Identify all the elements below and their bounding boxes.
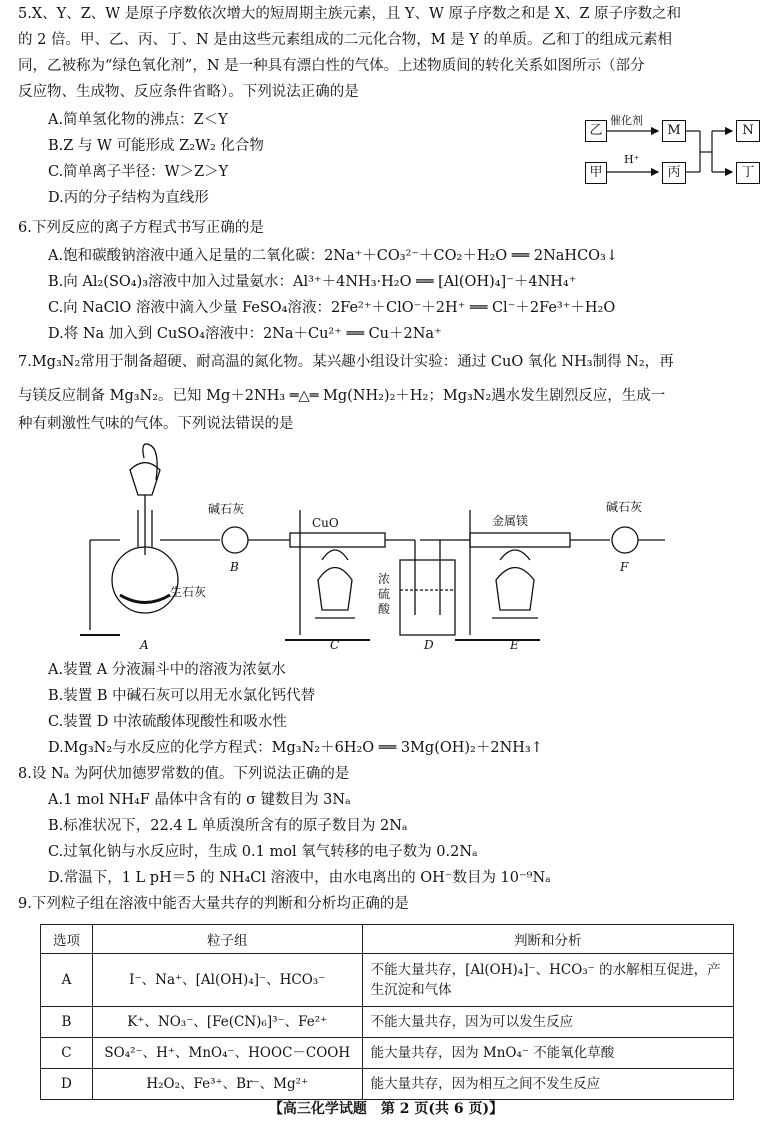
q5-line-4: 反应物、生成物、反应条件省略）。下列说法正确的是 bbox=[18, 84, 359, 100]
apparatus-diagram bbox=[60, 440, 680, 655]
q5-option-c: C.简单离子半径：W＞Z＞Y bbox=[48, 164, 229, 180]
q8-option-c: C.过氧化钠与水反应时，生成 0.1 mol 氧气转移的电子数为 0.2Nₐ bbox=[48, 844, 478, 860]
node-bing: 丙 bbox=[662, 162, 686, 184]
table-header-row bbox=[41, 925, 734, 954]
row-analysis: 能大量共存，因为 MnO₄⁻ 不能氧化草酸 bbox=[362, 1038, 733, 1069]
cuo-label: CuO bbox=[312, 516, 339, 530]
q7-option-a: A.装置 A 分液漏斗中的溶液为浓氨水 bbox=[48, 662, 286, 678]
letter-f: F bbox=[620, 560, 629, 574]
letter-d: D bbox=[424, 638, 434, 652]
q5-line-3: 同，乙被称为“绿色氧化剂”，N 是一种具有漂白性的气体。上述物质间的转化关系如图所示（部分 bbox=[18, 58, 645, 74]
q5-option-b: B.Z 与 W 可能形成 Z₂W₂ 化合物 bbox=[48, 138, 264, 154]
conversion-diagram bbox=[582, 112, 762, 192]
row-option: D bbox=[41, 1069, 93, 1100]
q6-option-d: D.将 Na 加入到 CuSO₄溶液中：2Na＋Cu²⁺ ══ Cu＋2Na⁺ bbox=[48, 326, 442, 342]
letter-a: A bbox=[140, 638, 149, 652]
conc-acid-label: 浓硫酸 bbox=[378, 572, 391, 616]
apparatus-drawing bbox=[60, 440, 680, 655]
node-yi: 乙 bbox=[585, 120, 607, 142]
row-particles: SO₄²⁻、H⁺、MnO₄⁻、HOOC－COOH bbox=[92, 1038, 362, 1069]
q6-option-c: C.向 NaClO 溶液中滴入少量 FeSO₄溶液：2Fe²⁺＋ClO⁻＋2H⁺ ══ Cl⁻＋2Fe³⁺＋H₂O bbox=[48, 300, 616, 316]
soda-lime-label-f: 碱石灰 bbox=[606, 500, 643, 514]
q8-option-b: B.标准状况下，22.4 L 单质溴所含有的原子数目为 2Nₐ bbox=[48, 818, 408, 834]
header-particles: 粒子组 bbox=[92, 925, 362, 954]
table-row bbox=[41, 1007, 734, 1038]
letter-b: B bbox=[230, 560, 239, 574]
q5-option-a: A.简单氢化物的沸点：Z＜Y bbox=[48, 112, 228, 128]
q6-stem: 6.下列反应的离子方程式书写正确的是 bbox=[18, 220, 264, 236]
row-particles: K⁺、NO₃⁻、[Fe(CN)₆]³⁻、Fe²⁺ bbox=[92, 1007, 362, 1038]
q9-stem: 9.下列粒子组在溶液中能否大量共存的判断和分析均正确的是 bbox=[18, 896, 409, 912]
node-jia: 甲 bbox=[585, 162, 607, 184]
catalyst-label: 催化剂 bbox=[610, 114, 643, 127]
q7-line-2: 与镁反应制备 Mg₃N₂。已知 Mg＋2NH₃ ═△═ Mg(NH₂)₂＋H₂；Mg₃N₂遇水发生剧烈反应，生成一 bbox=[18, 388, 666, 404]
row-option: B bbox=[41, 1007, 93, 1038]
mg-metal-label: 金属镁 bbox=[492, 514, 529, 528]
q6-option-a: A.饱和碳酸钠溶液中通入足量的二氧化碳：2Na⁺＋CO₃²⁻＋CO₂＋H₂O ══ 2NaHCO₃↓ bbox=[48, 248, 619, 264]
node-m: M bbox=[662, 120, 686, 142]
q7-option-b: B.装置 B 中碱石灰可以用无水氯化钙代替 bbox=[48, 688, 316, 704]
node-ding: 丁 bbox=[736, 162, 760, 184]
hplus-label: H⁺ bbox=[624, 153, 640, 166]
q6-option-b: B.向 Al₂(SO₄)₃溶液中加入过量氨水：Al³⁺＋4NH₃·H₂O ══ [Al(OH)₄]⁻＋4NH₄⁺ bbox=[48, 274, 577, 290]
q8-stem: 8.设 Nₐ 为阿伏加德罗常数的值。下列说法正确的是 bbox=[18, 766, 350, 782]
header-option: 选项 bbox=[41, 925, 93, 954]
q7-line-1: 7.Mg₃N₂常用于制备超硬、耐高温的氮化物。某兴趣小组设计实验：通过 CuO 氧化 NH₃制得 N₂，再 bbox=[18, 354, 674, 370]
q7-line-3: 种有刺激性气味的气体。下列说法错误的是 bbox=[18, 416, 294, 432]
q7-option-d: D.Mg₃N₂与水反应的化学方程式：Mg₃N₂＋6H₂O ══ 3Mg(OH)₂＋2NH₃↑ bbox=[48, 740, 543, 756]
row-option: A bbox=[41, 954, 93, 1007]
letter-c: C bbox=[330, 638, 340, 652]
q7-option-c: C.装置 D 中浓硫酸体现酸性和吸水性 bbox=[48, 714, 288, 730]
soda-lime-label-b: 碱石灰 bbox=[208, 502, 245, 516]
letter-e: E bbox=[510, 638, 519, 652]
row-particles: H₂O₂、Fe³⁺、Br⁻、Mg²⁺ bbox=[92, 1069, 362, 1100]
row-analysis: 不能大量共存，因为可以发生反应 bbox=[362, 1007, 733, 1038]
q5-line-1: 5.X、Y、Z、W 是原子序数依次增大的短周期主族元素，且 Y、W 原子序数之和是 X、Z 原子序数之和 bbox=[18, 6, 682, 22]
q5-line-2: 的 2 倍。甲、乙、丙、丁、N 是由这些元素组成的二元化合物，M 是 Y 的单质。乙和丁的组成元素相 bbox=[18, 32, 672, 48]
page-footer: 【高三化学试题 第 2 页(共 6 页)】 bbox=[268, 1101, 504, 1117]
node-n: N bbox=[736, 120, 760, 142]
row-analysis: 不能大量共存，[Al(OH)₄]⁻、HCO₃⁻ 的水解相互促进，产生沉淀和气体 bbox=[362, 954, 733, 1007]
q8-option-a: A.1 mol NH₄F 晶体中含有的 σ 键数目为 3Nₐ bbox=[48, 792, 351, 808]
row-analysis: 能大量共存，因为相互之间不发生反应 bbox=[362, 1069, 733, 1100]
table-row bbox=[41, 1038, 734, 1069]
q9-table bbox=[40, 924, 734, 1100]
q8-option-d: D.常温下，1 L pH＝5 的 NH₄Cl 溶液中，由水电离出的 OH⁻数目为 10⁻⁹Nₐ bbox=[48, 870, 551, 886]
row-particles: I⁻、Na⁺、[Al(OH)₄]⁻、HCO₃⁻ bbox=[92, 954, 362, 1007]
row-option: C bbox=[41, 1038, 93, 1069]
q5-option-d: D.丙的分子结构为直线形 bbox=[48, 190, 209, 206]
table-row bbox=[41, 954, 734, 1007]
header-analysis: 判断和分析 bbox=[362, 925, 733, 954]
quicklime-label: 生石灰 bbox=[170, 585, 207, 599]
table-row bbox=[41, 1069, 734, 1100]
